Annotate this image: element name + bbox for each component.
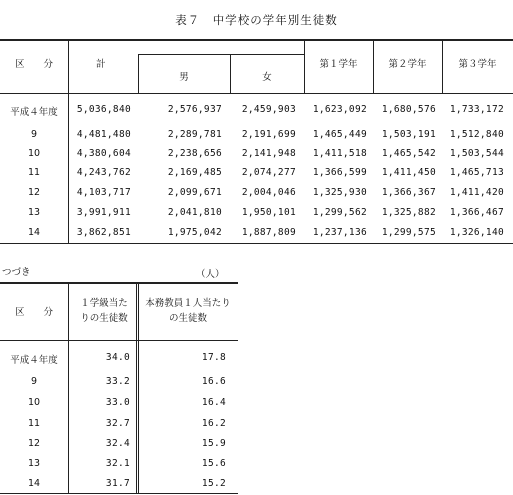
header-grade1: 第１学年 [319, 59, 358, 70]
cell-grade3: 1,326,140 [449, 227, 504, 238]
cell-grade2: 1,366,367 [381, 187, 436, 198]
cell-per-class: 33.2 [105, 376, 130, 387]
cell-grade3: 1,733,172 [449, 104, 504, 115]
cell-total: 3,991,911 [76, 207, 131, 218]
row-label: 12 [27, 438, 41, 449]
continued-label: つづき [2, 267, 31, 278]
row-label: 10 [27, 397, 41, 408]
cell-grade2: 1,465,542 [381, 148, 436, 159]
cell-grade1: 1,237,136 [312, 227, 367, 238]
cell-grade1: 1,299,562 [312, 207, 367, 218]
cell-grade1: 1,623,092 [312, 104, 367, 115]
row-label: 12 [27, 187, 41, 198]
cell-grade2: 1,325,882 [381, 207, 436, 218]
cell-total: 5,036,840 [76, 104, 131, 115]
cell-per-teacher: 15.2 [201, 478, 226, 489]
cell-per-teacher: 15.6 [201, 458, 226, 469]
row-label: 9 [30, 129, 38, 140]
cell-male: 2,169,485 [167, 167, 222, 178]
header-kubun: 区 分 [14, 307, 53, 318]
unit-label: （人） [196, 269, 225, 280]
cell-male: 2,099,671 [167, 187, 222, 198]
cell-grade2: 1,299,575 [381, 227, 436, 238]
row-label: 14 [27, 227, 41, 238]
header-per-teacher: 本務教員１人当たりの生徒数 [145, 298, 231, 324]
cell-total: 4,481,480 [76, 129, 131, 140]
cell-total: 4,103,717 [76, 187, 131, 198]
cell-per-class: 32.7 [105, 418, 130, 429]
row-label: 13 [27, 207, 41, 218]
cell-grade2: 1,503,191 [381, 129, 436, 140]
cell-female: 2,459,903 [241, 104, 296, 115]
cell-per-class: 32.1 [105, 458, 130, 469]
cell-per-teacher: 17.8 [201, 352, 226, 363]
cell-per-class: 33.0 [105, 397, 130, 408]
header-grade2: 第２学年 [388, 59, 427, 70]
cell-female: 2,141,948 [241, 148, 296, 159]
cell-female: 2,004,046 [241, 187, 296, 198]
cell-grade1: 1,366,599 [312, 167, 367, 178]
cell-grade3: 1,503,544 [449, 148, 504, 159]
cell-per-teacher: 16.2 [201, 418, 226, 429]
cell-per-class: 31.7 [105, 478, 130, 489]
cell-female: 2,191,699 [241, 129, 296, 140]
cell-grade3: 1,512,840 [449, 129, 504, 140]
row-label: 平成４年度 [10, 355, 58, 366]
cell-male: 2,576,937 [167, 104, 222, 115]
cell-per-teacher: 16.4 [201, 397, 226, 408]
header-total: 計 [96, 59, 106, 70]
cell-per-teacher: 15.9 [201, 438, 226, 449]
cell-male: 2,238,656 [167, 148, 222, 159]
row-label: 13 [27, 458, 41, 469]
row-label: 11 [27, 418, 41, 429]
cell-grade3: 1,465,713 [449, 167, 504, 178]
row-label: 平成４年度 [10, 107, 58, 118]
cell-total: 4,380,604 [76, 148, 131, 159]
cell-female: 1,950,101 [241, 207, 296, 218]
cell-total: 3,862,851 [76, 227, 131, 238]
cell-per-class: 32.4 [105, 438, 130, 449]
cell-grade3: 1,411,420 [449, 187, 504, 198]
row-label: 9 [30, 376, 38, 387]
page-title: 表７ 中学校の学年別生徒数 [175, 13, 338, 27]
header-male: 男 [179, 72, 189, 83]
row-label: 11 [27, 167, 41, 178]
header-kubun: 区 分 [14, 59, 53, 70]
cell-grade3: 1,366,467 [449, 207, 504, 218]
header-grade3: 第３学年 [458, 59, 497, 70]
header-per-class: １学級当たりの生徒数 [80, 298, 128, 324]
cell-grade2: 1,680,576 [381, 104, 436, 115]
cell-female: 2,074,277 [241, 167, 296, 178]
cell-per-class: 34.0 [105, 352, 130, 363]
cell-female: 1,887,809 [241, 227, 296, 238]
cell-male: 2,041,810 [167, 207, 222, 218]
cell-male: 1,975,042 [167, 227, 222, 238]
header-female: 女 [262, 72, 272, 83]
cell-grade1: 1,411,518 [312, 148, 367, 159]
cell-male: 2,289,781 [167, 129, 222, 140]
cell-grade2: 1,411,450 [381, 167, 436, 178]
row-label: 14 [27, 478, 41, 489]
cell-grade1: 1,465,449 [312, 129, 367, 140]
cell-per-teacher: 16.6 [201, 376, 226, 387]
cell-grade1: 1,325,930 [312, 187, 367, 198]
cell-total: 4,243,762 [76, 167, 131, 178]
row-label: 10 [27, 148, 41, 159]
